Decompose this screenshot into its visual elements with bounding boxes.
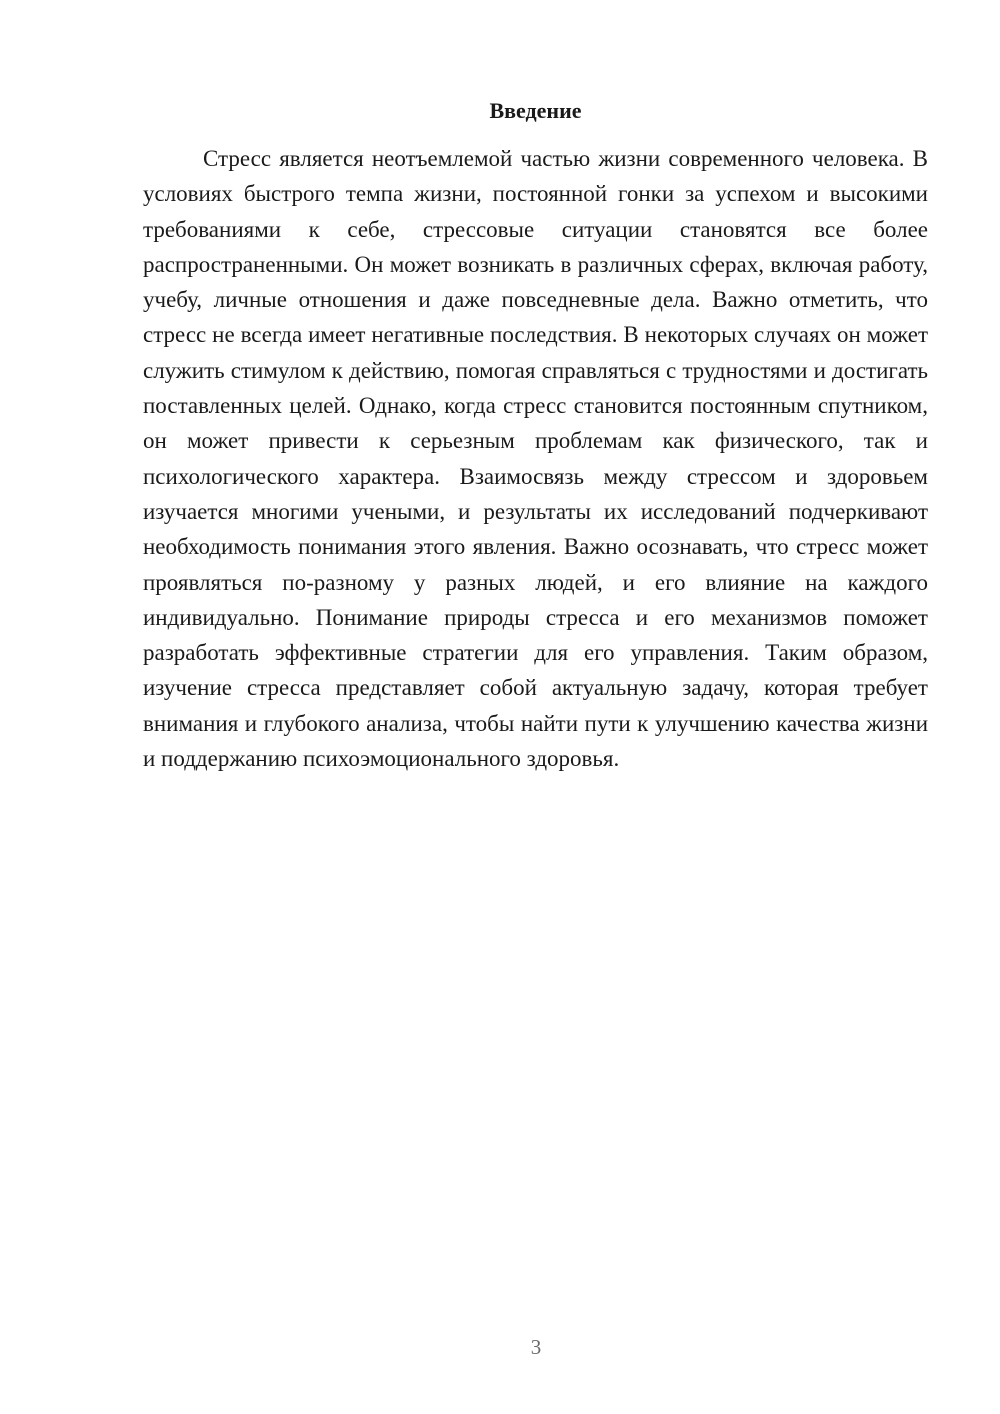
section-heading: Введение xyxy=(489,98,582,123)
page-number: 3 xyxy=(530,1335,542,1359)
body-paragraph: Стресс является неотъемлемой частью жизни современного человека. В условиях быстрого темпа жизни, постоянной гонки за успехом и высокими требованиями к себе, стрессовые ситуации становятся все более распространенными. Он может возникать в различных сферах, включая работу, учебу, личные отношения и даже повседневные дела. Важно отметить, что стресс не всегда имеет негативные последствия. В некоторых случаях он может служить стимулом к действию, помогая справляться с трудностями и достигать поставленных целей. Однако, когда стресс становится постоянным спутником, он может привести к серьезным проблемам как физического, так и психологического характера. Взаимосвязь между стрессом и здоровьем изучается многими учеными, и результаты их исследований подчеркивают необходимость понимания этого явления. Важно осознавать, что стресс может проявляться по-разному у разных людей, и его влияние на каждого индивидуально. Понимание природы стресса и его механизмов поможет разработать эффективные стратегии для его управления. Таким образом, изучение стресса представляет собой актуальную задачу, которая требует внимания и глубокого анализа, чтобы найти пути к улучшению качества жизни и поддержанию психоэмоционального здоровья. xyxy=(143,146,928,772)
